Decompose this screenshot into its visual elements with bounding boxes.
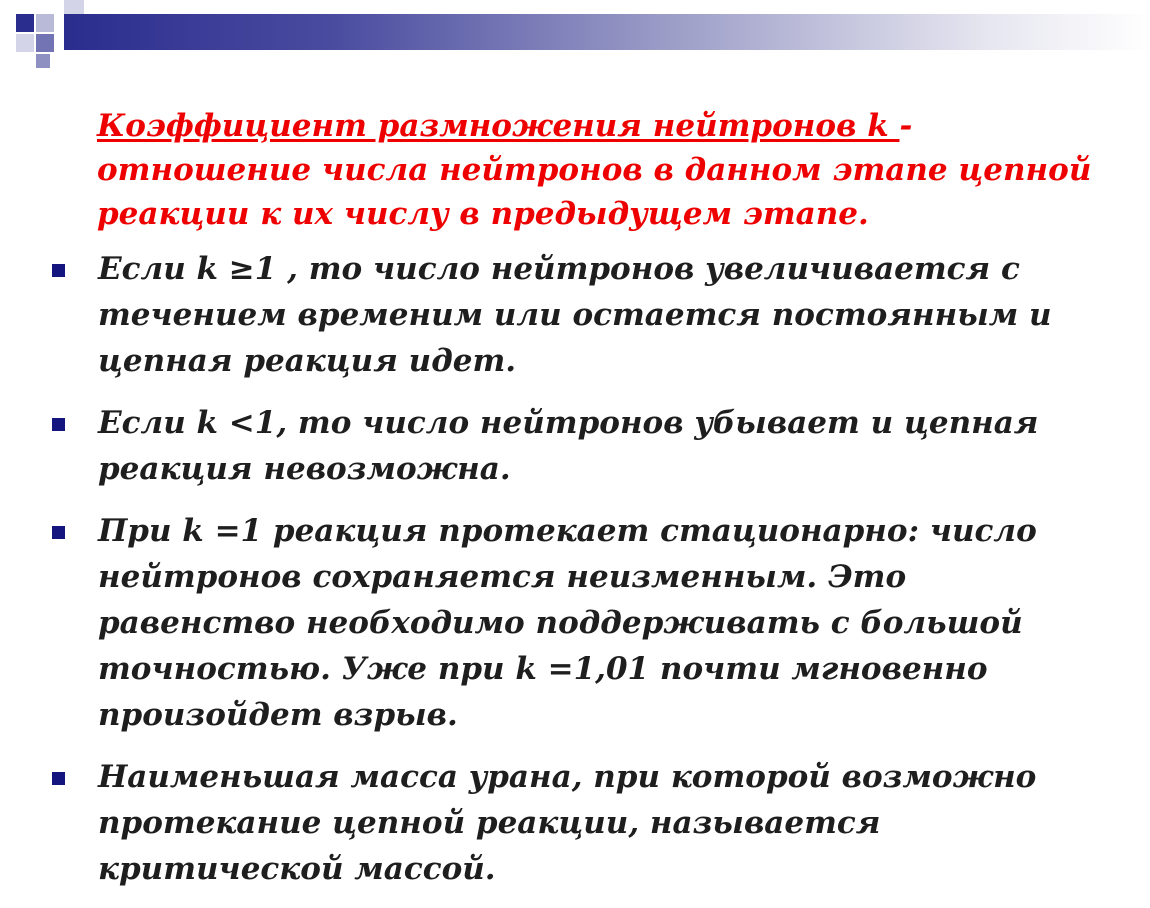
list-item [50,508,1110,738]
decor-square-3 [64,0,84,14]
decor-square-5 [36,34,54,52]
square-bullet-icon [52,772,65,785]
list-item-text: Наименьшая масса урана, при которой возможно протекание цепной реакции, называется критической массой. [98,759,1037,887]
list-item-text: Если k <1, то число нейтронов убывает и цепная реакция невозможна. [98,405,1039,487]
decor-square-1 [16,14,34,32]
list-item [50,400,1110,492]
decor-square-2 [36,14,54,32]
definition-paragraph [97,104,1097,236]
header-decoration [0,0,1150,70]
bullet-list [50,246,1110,908]
definition-text: - отношение числа нейтронов в данном этапе цепной реакции к их числу в предыдущем этапе. [97,108,1092,232]
decor-square-4 [16,34,34,52]
decor-square-6 [36,54,50,68]
list-item [50,754,1110,892]
header-gradient-band [64,14,1150,50]
list-item-text: При k =1 реакция протекает стационарно: число нейтронов сохраняется неизменным. Это равенство необходимо поддерживать с большой точностью. Уже при k =1,01 почти мгновенно произойдет взрыв. [98,513,1037,733]
square-bullet-icon [52,264,65,277]
square-bullet-icon [52,418,65,431]
list-item [50,246,1110,384]
square-bullet-icon [52,526,65,539]
list-item-text: Если k ≥1 , то число нейтронов увеличивается с течением временим или остается постоянным и цепная реакция идет. [98,251,1052,379]
definition-term: Коэффициент размножения нейтронов k [97,108,900,144]
